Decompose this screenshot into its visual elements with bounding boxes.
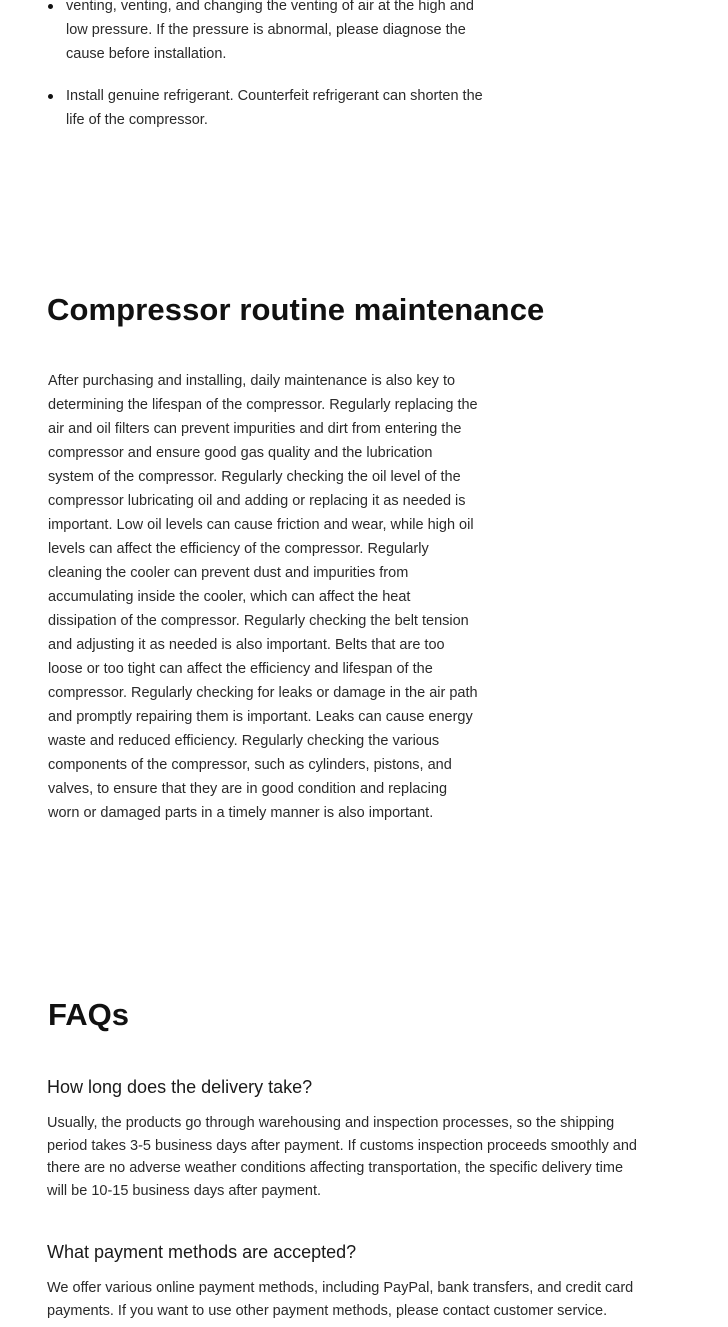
faq-answer-payment: We offer various online payment methods, including PayPal, bank transfers, and credit card payments. If you want to use other payment methods, please contact customer service. bbox=[47, 1280, 634, 1319]
bullet-icon bbox=[48, 4, 53, 9]
list-item bbox=[66, 84, 496, 132]
faq-question-delivery: How long does the delivery take? bbox=[47, 1077, 313, 1097]
maintenance-paragraph: After purchasing and installing, daily maintenance is also key to determining the lifespan of the compressor. Regularly replacing the air and oil filters can prevent impurities and dirt from entering the compressor and ensure good gas quality and the lubrication system of the compressor. Regularly checking the oil level of the compressor lubricating oil and adding or replacing it as needed is important. Low oil levels can cause friction and wear, while high oil levels can affect the efficiency of the compressor. Regularly cleaning the cooler can prevent dust and impurities from accumulating inside the cooler, which can affect the heat dissipation of the compressor. Regularly checking the belt tension and adjusting it as needed is also important. Belts that are too loose or too tight can affect the efficiency and lifespan of the compressor. Regularly checking for leaks or damage in the air path and promptly repairing them is important. Leaks can cause energy waste and reduced efficiency. Regularly checking the various components of the compressor, such as cylinders, pistons, and valves, to ensure that they are in good condition and replacing worn or damaged parts in a timely manner is also important. bbox=[48, 373, 478, 821]
faq-heading: FAQs bbox=[48, 997, 129, 1032]
list-item-text: Install genuine refrigerant. Counterfeit refrigerant can shorten the life of the compressor. bbox=[66, 88, 483, 128]
bullet-icon bbox=[48, 94, 53, 99]
faq-answer-delivery: Usually, the products go through warehousing and inspection processes, so the shipping period takes 3-5 business days after payment. If customs inspection proceeds smoothly and there are no adverse weather conditions affecting transportation, the specific delivery time will be 10-15 business days after payment. bbox=[47, 1115, 637, 1199]
installation-tips-list bbox=[0, 0, 496, 132]
faq-question-payment: What payment methods are accepted? bbox=[47, 1242, 357, 1262]
list-item bbox=[66, 0, 496, 66]
list-item-text: venting, venting, and changing the venting of air at the high and low pressure. If the pressure is abnormal, please diagnose the cause before installation. bbox=[66, 0, 474, 62]
maintenance-heading: Compressor routine maintenance bbox=[47, 292, 545, 327]
